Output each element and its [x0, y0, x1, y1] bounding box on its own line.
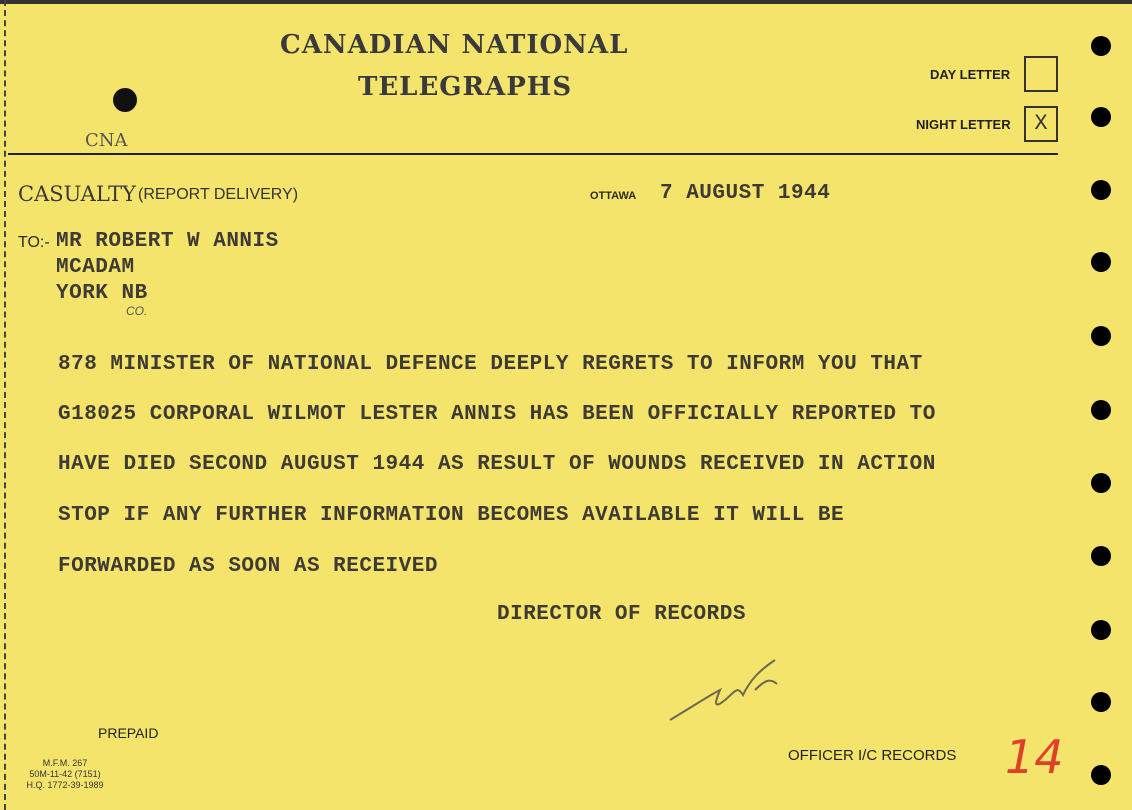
- origin-label: OTTAWA: [590, 190, 637, 202]
- day-letter-checkbox: [1024, 56, 1058, 92]
- margin-hole: [1091, 252, 1111, 272]
- body-line: HAVE DIED SECOND AUGUST 1944 AS RESULT OF WOUNDS RECEIVED IN ACTION: [58, 453, 936, 476]
- form-line: M.F.M. 267: [42, 758, 88, 768]
- margin-hole: [1091, 692, 1111, 712]
- body-line: FORWARDED AS SOON AS RECEIVED: [58, 555, 438, 578]
- signature: DIRECTOR OF RECORDS: [497, 603, 746, 626]
- margin-hole: [1091, 765, 1111, 785]
- day-letter-label: DAY LETTER: [930, 67, 1011, 82]
- margin-hole: [1091, 546, 1111, 566]
- punch-hole: [113, 88, 137, 112]
- margin-hole: [1091, 326, 1111, 346]
- margin-hole: [1091, 400, 1111, 420]
- recipient-town: MCADAM: [56, 256, 135, 279]
- margin-hole: [1091, 107, 1111, 127]
- body-line: STOP IF ANY FURTHER INFORMATION BECOMES AVAILABLE IT WILL BE: [58, 504, 845, 527]
- body-line: 878 MINISTER OF NATIONAL DEFENCE DEEPLY REGRETS TO INFORM YOU THAT: [58, 353, 923, 376]
- form-line: H.Q. 1772-39-1989: [26, 780, 104, 790]
- top-edge: [0, 0, 1132, 4]
- form-number: [10, 758, 120, 791]
- night-letter-label: NIGHT LETTER: [916, 117, 1011, 132]
- handwritten-number: 14: [1005, 730, 1064, 784]
- margin-hole: [1091, 620, 1111, 640]
- header-rule: [8, 153, 1058, 155]
- prepaid-label: PREPAID: [98, 725, 159, 741]
- handwritten-initials: [665, 650, 825, 730]
- to-label: TO:-: [18, 234, 50, 251]
- office-code: CNA: [85, 130, 128, 151]
- margin-hole: [1091, 180, 1111, 200]
- message-date: 7 AUGUST 1944: [660, 182, 831, 205]
- company-name: CANADIAN NATIONAL: [280, 30, 629, 60]
- company-subtitle: TELEGRAPHS: [358, 72, 573, 102]
- margin-hole: [1091, 36, 1111, 56]
- message-class: CASUALTY: [18, 182, 136, 206]
- body-line: G18025 CORPORAL WILMOT LESTER ANNIS HAS BEEN OFFICIALLY REPORTED TO: [58, 403, 936, 426]
- perforated-edge: [4, 0, 6, 810]
- officer-label: OFFICER I/C RECORDS: [788, 747, 957, 764]
- recipient-note: CO.: [126, 304, 148, 318]
- form-line: 50M-11-42 (7151): [29, 769, 101, 779]
- recipient-county: YORK NB: [56, 282, 148, 305]
- recipient-name: MR ROBERT W ANNIS: [56, 230, 279, 253]
- message-class-note: (REPORT DELIVERY): [138, 186, 299, 203]
- night-letter-checkbox: X: [1024, 106, 1058, 142]
- margin-hole: [1091, 473, 1111, 493]
